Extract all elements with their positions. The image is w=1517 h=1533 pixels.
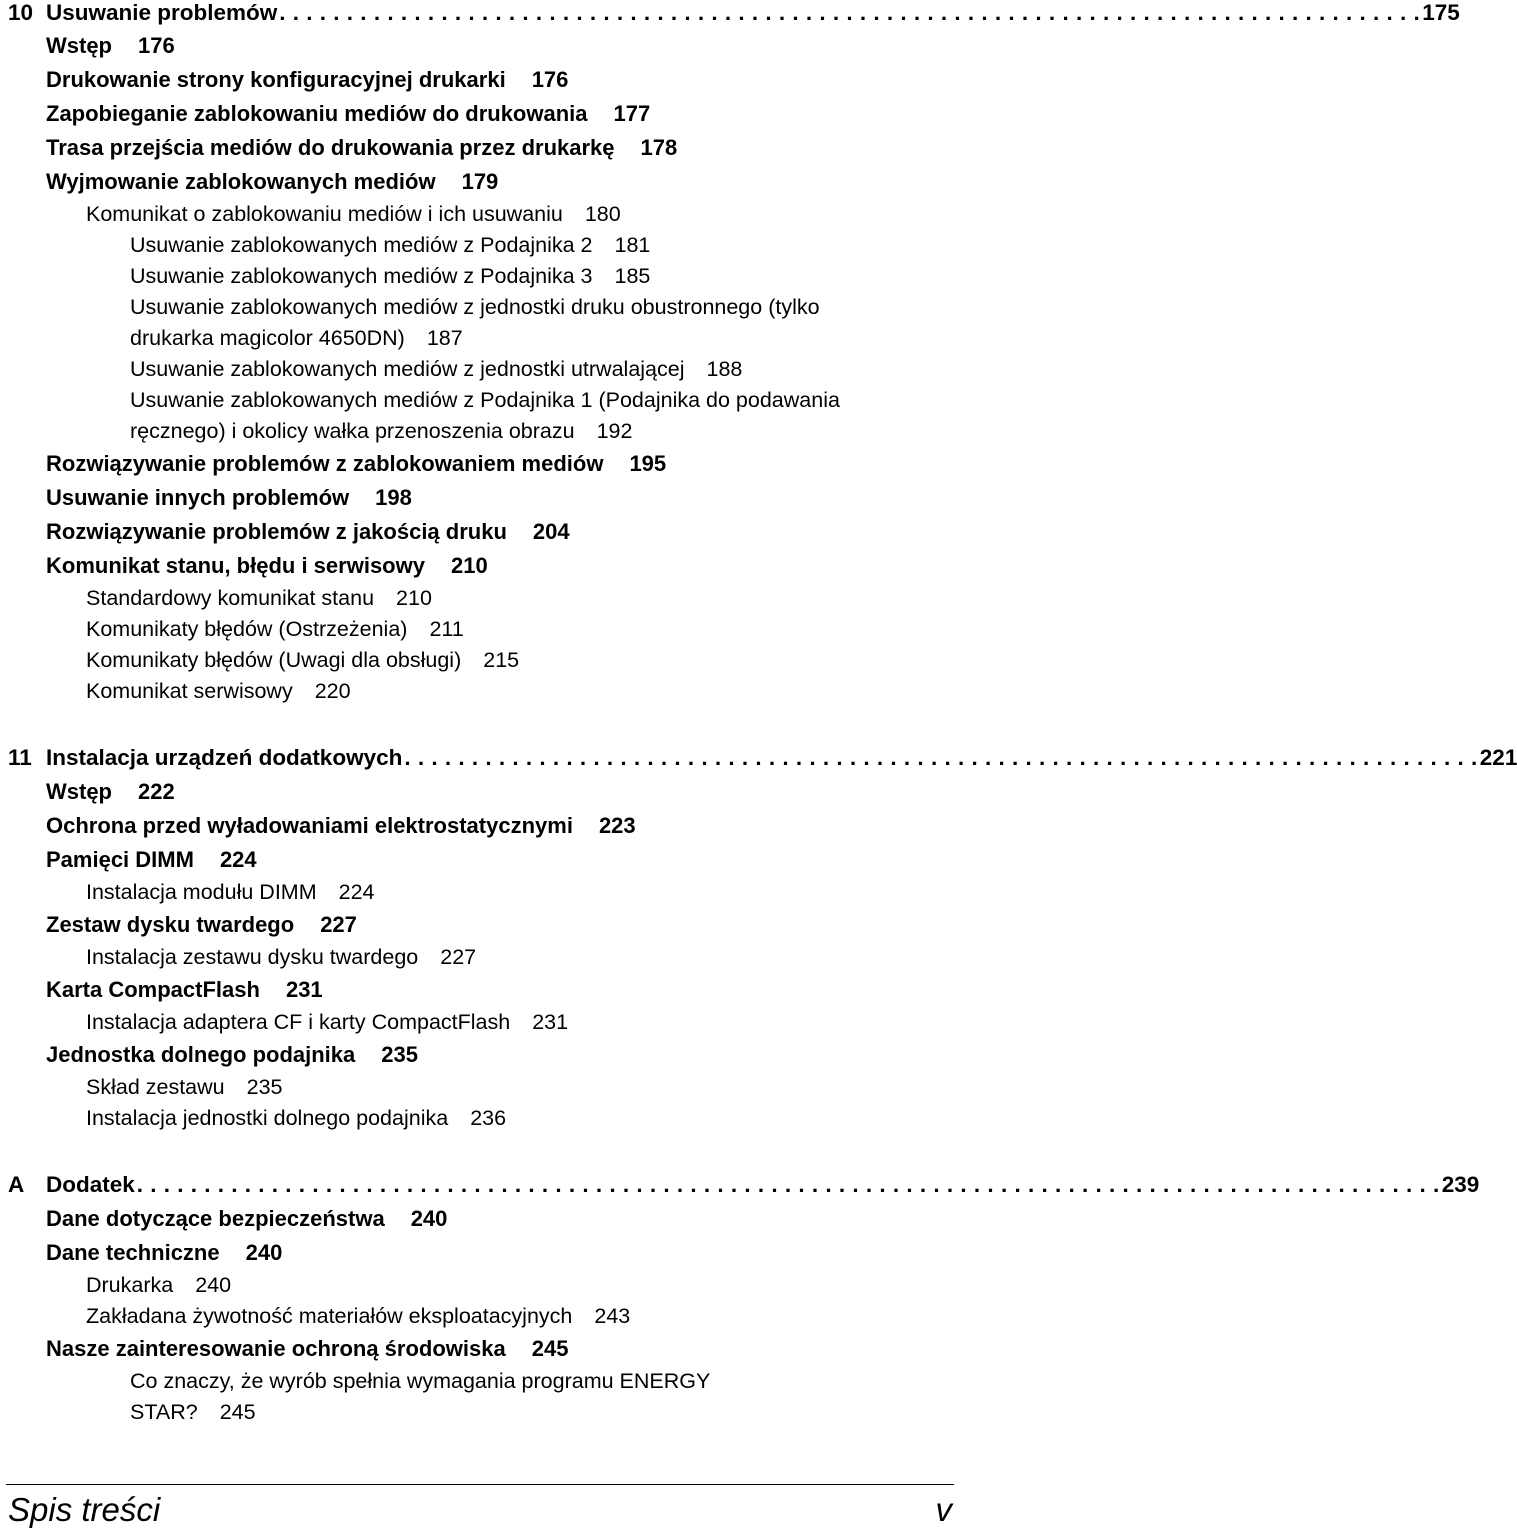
entry-title: Instalacja adaptera CF i karty CompactFlash bbox=[86, 1010, 511, 1034]
entry-title: Co znaczy, że wyrób spełnia wymagania programu ENERGY STAR? bbox=[130, 1369, 710, 1424]
entry-page: 210 bbox=[396, 586, 432, 610]
toc-entry bbox=[0, 809, 960, 843]
entry-title: Dane techniczne bbox=[46, 1240, 220, 1265]
toc-entry bbox=[0, 385, 890, 447]
entry-title: Wyjmowanie zablokowanych mediów bbox=[46, 169, 436, 194]
toc-entry bbox=[0, 1202, 960, 1236]
entry-title: Instalacja zestawu dysku twardego bbox=[86, 945, 419, 969]
entry-page: 240 bbox=[410, 1206, 448, 1231]
chapter-number: A bbox=[8, 1172, 25, 1197]
entry-page: 215 bbox=[483, 648, 520, 672]
entry-page: 185 bbox=[614, 264, 651, 288]
footer-section-title: Spis treści bbox=[8, 1491, 161, 1528]
entry-page: 179 bbox=[461, 169, 499, 194]
toc-entry bbox=[0, 481, 960, 515]
toc-entry bbox=[0, 447, 960, 481]
entry-page: 187 bbox=[426, 326, 463, 350]
entry-title: Komunikaty błędów (Ostrzeżenia) bbox=[86, 617, 408, 641]
toc-entry bbox=[0, 1103, 960, 1134]
entry-page: 240 bbox=[195, 1273, 232, 1297]
entry-title: Wstęp bbox=[46, 779, 112, 804]
entry-page: 235 bbox=[246, 1075, 283, 1099]
entry-title: Jednostka dolnego podajnika bbox=[46, 1042, 356, 1067]
entry-title: Komunikaty błędów (Uwagi dla obsługi) bbox=[86, 648, 462, 672]
entry-page: 198 bbox=[375, 485, 412, 510]
entry-page: 240 bbox=[245, 1240, 283, 1265]
entry-title: Pamięci DIMM bbox=[46, 847, 194, 872]
entry-page: 235 bbox=[381, 1042, 418, 1067]
toc-entry bbox=[0, 1072, 960, 1103]
toc-entry bbox=[0, 1007, 960, 1038]
chapter-heading bbox=[8, 743, 1517, 773]
toc-section-10 bbox=[0, 29, 960, 707]
dot-leader: . . . . . . . . . . . . . . . . . . . . . . . . . . . . . . . . . . . . . . . . . . . . . . . . . . . . . . . . . . . . . . . . . . . . . . . . . . . . . . . . . . . . . bbox=[279, 0, 1421, 25]
toc-entry bbox=[0, 515, 960, 549]
toc-entry bbox=[0, 973, 960, 1007]
toc-entry bbox=[0, 614, 960, 645]
entry-title: Instalacja jednostki dolnego podajnika bbox=[86, 1106, 449, 1130]
toc-entry bbox=[0, 131, 960, 165]
entry-page: 227 bbox=[320, 912, 357, 937]
chapter-heading bbox=[8, 1170, 1480, 1200]
entry-page: 181 bbox=[614, 233, 651, 257]
dot-leader: . . . . . . . . . . . . . . . . . . . . . . . . . . . . . . . . . . . . . . . . . . . . . . . . . . . . . . . . . . . . . . . . . . . . . . . . . . . . . . . . . . . . . . . . . . . . . . . . . bbox=[136, 1172, 1440, 1197]
toc-entry bbox=[0, 292, 900, 354]
toc-entry bbox=[0, 942, 960, 973]
entry-title: Trasa przejścia mediów do drukowania przez drukarkę bbox=[46, 135, 615, 160]
entry-page: 245 bbox=[531, 1336, 569, 1361]
entry-title: Zestaw dysku twardego bbox=[46, 912, 295, 937]
entry-title: Usuwanie zablokowanych mediów z Podajnika 3 bbox=[130, 264, 593, 288]
chapter-title: Usuwanie problemów bbox=[46, 0, 278, 25]
footer-rule bbox=[6, 1484, 954, 1485]
entry-title: Usuwanie innych problemów bbox=[46, 485, 350, 510]
toc-entry bbox=[0, 645, 960, 676]
toc-entry bbox=[0, 1236, 960, 1270]
entry-title: Zakładana żywotność materiałów eksploatacyjnych bbox=[86, 1304, 573, 1328]
entry-title: Usuwanie zablokowanych mediów z Podajnika 1 (Podajnika do podawania ręcznego) i okolicy wałka przenoszenia obrazu bbox=[130, 388, 840, 443]
entry-page: 220 bbox=[314, 679, 351, 703]
chapter-title: Dodatek bbox=[46, 1172, 135, 1197]
entry-title: Usuwanie zablokowanych mediów z Podajnika 2 bbox=[130, 233, 593, 257]
entry-page: 227 bbox=[440, 945, 477, 969]
entry-page: 223 bbox=[598, 813, 636, 838]
entry-page: 176 bbox=[138, 33, 175, 58]
toc-section-A bbox=[0, 1202, 960, 1428]
entry-page: 210 bbox=[450, 553, 488, 578]
toc-entry bbox=[0, 199, 960, 230]
entry-title: Komunikat o zablokowaniu mediów i ich usuwaniu bbox=[86, 202, 563, 226]
toc-entry bbox=[0, 261, 960, 292]
toc-entry bbox=[0, 1270, 960, 1301]
entry-page: 231 bbox=[532, 1010, 569, 1034]
toc-entry bbox=[0, 877, 960, 908]
entry-page: 231 bbox=[285, 977, 323, 1002]
toc-entry bbox=[0, 63, 960, 97]
toc-entry bbox=[0, 230, 960, 261]
toc-entry bbox=[0, 1038, 960, 1072]
entry-title: Rozwiązywanie problemów z jakością druku bbox=[46, 519, 507, 544]
entry-page: 180 bbox=[584, 202, 621, 226]
toc-entry bbox=[0, 843, 960, 877]
entry-page: 188 bbox=[706, 357, 743, 381]
entry-title: Komunikat serwisowy bbox=[86, 679, 293, 703]
entry-page: 195 bbox=[629, 451, 667, 476]
toc-entry bbox=[0, 97, 960, 131]
chapter-title: Instalacja urządzeń dodatkowych bbox=[46, 745, 403, 770]
entry-title: Wstęp bbox=[46, 33, 112, 58]
entry-page: 224 bbox=[219, 847, 257, 872]
entry-page: 245 bbox=[219, 1400, 256, 1424]
entry-title: Dane dotyczące bezpieczeństwa bbox=[46, 1206, 385, 1231]
entry-title: Usuwanie zablokowanych mediów z jednostki utrwalającej bbox=[130, 357, 685, 381]
toc-entry bbox=[0, 583, 960, 614]
entry-page: 243 bbox=[594, 1304, 631, 1328]
entry-page: 204 bbox=[532, 519, 570, 544]
chapter-page: 239 bbox=[1441, 1172, 1480, 1197]
entry-title: Ochrona przed wyładowaniami elektrostatycznymi bbox=[46, 813, 573, 838]
toc-entry bbox=[0, 1332, 960, 1366]
entry-page: 192 bbox=[596, 419, 633, 443]
entry-title: Zapobieganie zablokowaniu mediów do drukowania bbox=[46, 101, 588, 126]
entry-title: Nasze zainteresowanie ochroną środowiska bbox=[46, 1336, 506, 1361]
entry-page: 176 bbox=[531, 67, 569, 92]
toc-section-11 bbox=[0, 775, 960, 1134]
toc-entry bbox=[0, 775, 960, 809]
entry-title: Instalacja modułu DIMM bbox=[86, 880, 317, 904]
toc-entry bbox=[0, 165, 960, 199]
chapter-number: 11 bbox=[8, 745, 32, 770]
entry-page: 211 bbox=[429, 617, 464, 641]
entry-title: Rozwiązywanie problemów z zablokowaniem mediów bbox=[46, 451, 604, 476]
entry-page: 236 bbox=[470, 1106, 507, 1130]
toc-entry bbox=[0, 29, 960, 63]
toc-entry bbox=[0, 1301, 960, 1332]
chapter-page: 221 bbox=[1479, 745, 1517, 770]
chapter-heading bbox=[8, 0, 1460, 28]
toc-entry bbox=[0, 549, 960, 583]
chapter-number: 10 bbox=[8, 0, 34, 25]
toc-entry bbox=[0, 354, 960, 385]
toc-entry bbox=[0, 908, 960, 942]
entry-page: 177 bbox=[613, 101, 651, 126]
entry-title: Usuwanie zablokowanych mediów z jednostki druku obustronnego (tylko drukarka magicolor 4650DN) bbox=[130, 295, 820, 350]
entry-page: 222 bbox=[138, 779, 175, 804]
entry-title: Drukowanie strony konfiguracyjnej drukarki bbox=[46, 67, 506, 92]
entry-page: 178 bbox=[640, 135, 678, 160]
entry-title: Standardowy komunikat stanu bbox=[86, 586, 375, 610]
dot-leader: . . . . . . . . . . . . . . . . . . . . . . . . . . . . . . . . . . . . . . . . . . . . . . . . . . . . . . . . . . . . . . . . . . . . . . . . . . . . . . . . bbox=[404, 745, 1478, 770]
toc-entry bbox=[0, 676, 960, 707]
entry-page: 224 bbox=[338, 880, 375, 904]
toc-entry bbox=[0, 1366, 730, 1428]
entry-title: Drukarka bbox=[86, 1273, 174, 1297]
entry-title: Komunikat stanu, błędu i serwisowy bbox=[46, 553, 425, 578]
footer-page-number: v bbox=[935, 1491, 952, 1528]
chapter-page: 175 bbox=[1422, 0, 1460, 25]
entry-title: Karta CompactFlash bbox=[46, 977, 260, 1002]
entry-title: Skład zestawu bbox=[86, 1075, 225, 1099]
